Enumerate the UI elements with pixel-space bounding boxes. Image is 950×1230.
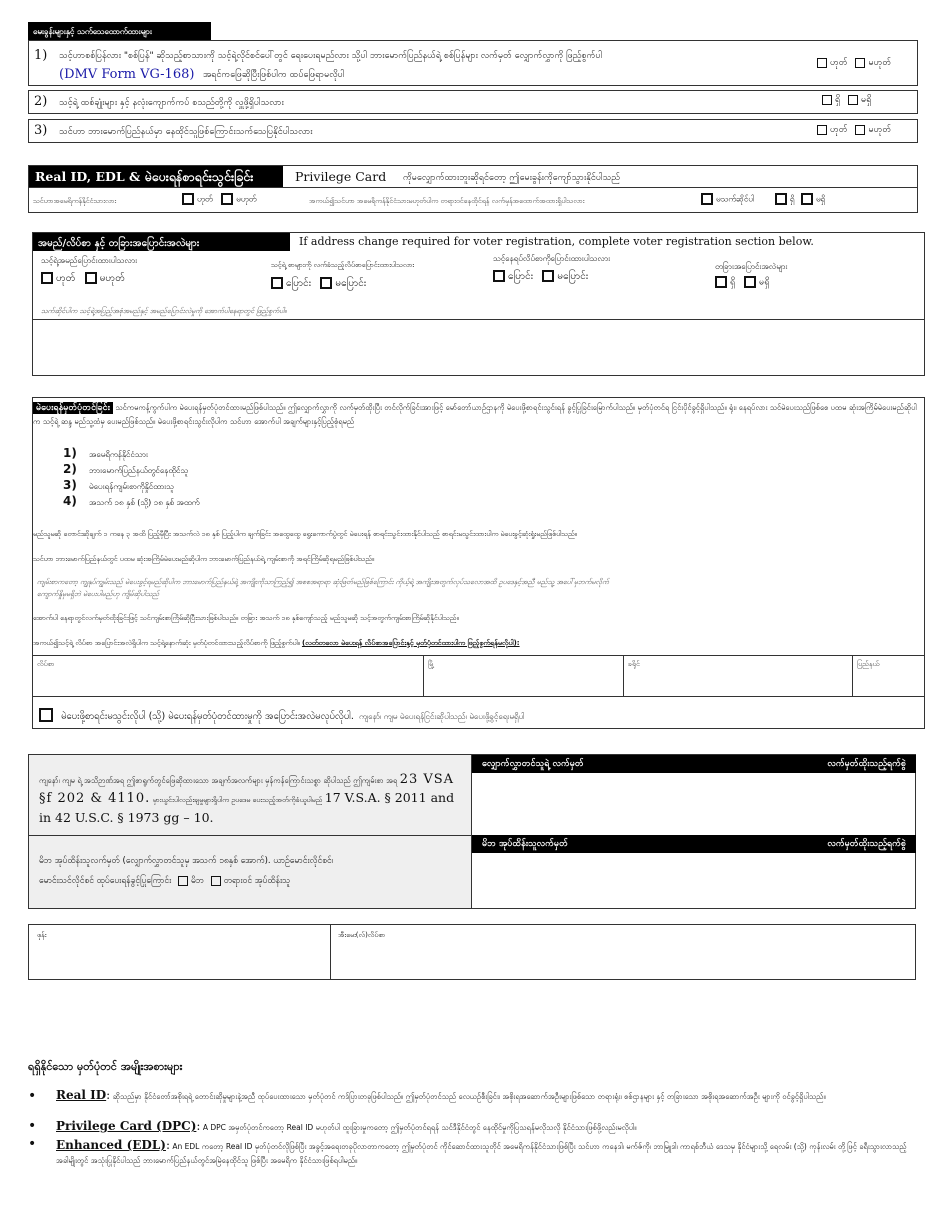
street-label: လိပ်စာ (37, 660, 55, 668)
privilege-card-note: ကိုမလျှောက်ထားဘူးဆိုရင်တော့ ဤမေးခွန်းကိုကျော်သွားနိုင်ပါသည် (403, 173, 620, 183)
question-number: 2) (34, 94, 48, 109)
no-checkbox[interactable] (855, 58, 865, 68)
list-item: 1) အမေရိကန်နိုင်ငံသား (63, 446, 148, 460)
residence-change-label: သင့်နေရပ်လိပ်စာကိုပြောင်းထားပါသလား (493, 254, 611, 263)
info-item-privilege-card: Privilege Card (DPC): A DPC အမှတ်ပုံတင်ကတော့ Real ID မဟုတ်ပါ ထူးခြားမှုကတော့ ဤမှတ်ပုံတင်ရရန် သင်ဒီနိုင်ငံတွင် နေထိုင်မှုကိုပြသရန်မလိုသလို နိုင်ငံသားဖြစ်ဖို့လည်းမလိုပါ။ (56, 1119, 637, 1133)
bullet-icon: • (28, 1088, 37, 1104)
signature-box (28, 754, 916, 909)
info-item-enhanced: Enhanced (EDL): An EDL ကတော့ Real ID မှတ်ပုံတင်လိုဖြစ်ပြီး အခွင့်အရေးတခုပိုလာတာကတော့ ဤမှတ်ပုံတင် ကိုင်ဆောင်ထားသူတိုင် အမေရိကန်နိုင်ငံသားဖြစ်ပြီး သင်ဟာ ကနေဒါ၊ မက်ဇ်ကို၊ ဘာမြူဒါ၊ ကာရစ်ဘီယံ ဒေသမှ နိုင်ငံများသို့ ရေလမ်း (သို့) ကုန်းလမ်း တို့ဖြင့် ခရီးသွားလာသည့် အခါမျိုးတွင် အသုံးပြုနိုင်ပါသည် ဘားမောက်ပြည်နယ်တွင်အမြဲနေထိုင်သူ ဖြစ်ပြီး အမေရိက နိုင်ငံသားဖြစ်ရပါမည်။ (56, 1138, 907, 1165)
residence-change-options: ပြောင်း မပြောင်း (493, 269, 588, 284)
question-text-2: အရင်ကဖြေဆိုပြီးဖြစ်ပါက ထပ်ဖြေရာမလိုပါ (203, 70, 345, 80)
info-item-real-id: Real ID: ဆိုသည်မှာ နိုင်ငံတော်အစိုးရရဲ့ တောင်းဆိုမှုများနဲ့အညီ ထုပ်ပေးထားသော မှတ်ပုံတင် ကဒ်ပြားတခုဖြစ်ပါသည်။ ဤမှတ်ပုံတင်သည် လေယဉ်စီးခြင်း၊ အစိုးရအဆောက်အဦးများဖြစ်သော တရားရုံး၊ စစ်ဌာနများ နှင့် တခြားသော အစိုးရအဆောက်အဦး များကို ဝင်ခွင့်ရှိပါသည်။ (56, 1088, 826, 1102)
email-label: အီးမေး(လ်)လိပ်စာ (338, 931, 386, 939)
question-text: သင့်ရဲ့ ထစ်ချုံးများ နှင့် နလုံးကျောက်ကပ် စသည်တို့ကို လှူဖို့ရှိပါသလား (59, 98, 284, 108)
no-checkbox[interactable] (855, 125, 865, 135)
bullet-icon: • (28, 1118, 37, 1134)
list-item: 3) မဲပေးရန်ကျမ်းစာကိုနှိုင်ထားသူ (63, 478, 174, 492)
question-text: သင်ဟာ ဘားမောက်ပြည်နယ်မှာ နေထိုင်သူဖြစ်ကြောင်းသက်သေပြနိုင်ပါသလား (59, 127, 313, 137)
mailing-change-options: ပြောင်း မပြောင်း (271, 276, 366, 291)
email-field[interactable] (332, 925, 915, 979)
id-types-title: ရရှိနိုင်သော မှတ်ပုံတင် အမျိုးအစားများ (28, 1060, 183, 1073)
state-field[interactable] (624, 656, 852, 696)
mailing-change-label: သင့်ရဲ့ စာများကို လက်ခံသည့်လိပ်စာပြောင်းထားပါသလား (271, 261, 415, 269)
yes-checkbox[interactable] (817, 58, 827, 68)
legal-statement-panel (29, 755, 472, 908)
voter-paragraph-2: သင်ဟာ ဘားမောက်ပြည်နယ်တွင် ပထမ ဆုံးအကြိမ်မဲပေးမည်ဆိုပါက ဘားမောက်ပြည်နယ်ရဲ့ ကျမ်းစာကို အရင်ကြိမ်ဆိုရမည်ဖြစ်ပါသည်။ (33, 555, 375, 563)
name-change-label: သင့်ရဲ့အမည်ပြောင်းထားပါသလား (41, 256, 138, 265)
voter-box (32, 397, 925, 729)
name-change-instruction: သက်ဆိုင်ပါက သင့်ရဲ့အပြည့်အစုံအမည်နှင့် အမည်ပြောင်းလဲမှုကို အောက်ပါနေရာတွင် ဖြည့်စွက်ပါ။ (41, 307, 287, 315)
other-change-label: တခြားအပြောင်းအလဲများ (715, 262, 788, 271)
parent-signature-field[interactable] (472, 853, 916, 908)
phone-label: ဖုန်း (37, 931, 47, 939)
question-row-1 (28, 40, 918, 86)
phone-field[interactable] (29, 925, 331, 979)
town-label: မြို့ (428, 660, 435, 668)
voter-requirements-list (63, 446, 199, 510)
residency-question: အကယ်၍သင်ဟာ အမေရိကန်နိုင်ငံသားမဟုတ်ပါက တရားဝင်နေထိုင်ရန် လက်မှန်အထောက်အထားရှိပါသလား (309, 197, 585, 205)
question-text: သင့်ဟာစစ်ပြန်လား "စစ်ပြန်" ဆိုသည့်စာသားကို သင့်ရဲ့လိုင်စင်ပေါ်တွင် ရေးပေးရမည်လား သို့ပါ ဘားမောက်ပြည်နယ်ရဲ့ စစ်ပြန်များ လက်မှတ် လျှောက်လွှာကို ဖြည့်စွက်ပါ (59, 51, 603, 61)
yes-checkbox[interactable] (775, 193, 787, 205)
applicant-signature-field[interactable] (472, 773, 916, 835)
other-change-options: ရှိ မရှိ (715, 276, 769, 290)
citizen-question: သင်ဟာအမေရိကန်နိုင်ငံသားလား (33, 197, 117, 205)
voter-paragraph-1: မည်သူမဆို တောင်းဆိုချက် ၁ ကနေ ၃ အထိ ပြည့်မှီပြီး အသက်လဲ ၁၈ နှစ် ပြည့်ပါက ချက်ခြင်း အထွေထွေ ရွေးကောက်ပွဲတွင် မဲပေးရန် စာရင်းသွင်းထားနိုင်ပါသည် စာရင်းမသွင်းထားပါက မဲပေးခွင့်ဆုံးရှုံးမည်ဖြစ်ပါသည်။ (33, 530, 577, 538)
bullet-icon: • (28, 1136, 37, 1152)
yes-checkbox[interactable] (182, 193, 194, 205)
list-item: 4) အသက် ၁၈ နှစ် (သို့) ၁၈ နှစ် အထက် (63, 494, 200, 508)
address-header: အမည်/လိပ်စာ နှင့် တခြားအပြောင်းအလဲများ (33, 233, 290, 251)
legal-statement: ကျနော်၊ ကျမ ရဲ့ အသိဉာဏ်အရ ဤစာရွက်တွင်ဖြေဆိုထားသော အချက်အလက်များ မှန်ကန်ကြောင်းသစ္စာ ဆိုပါသည် ဤကျမ်းစာ အရ 23 VSA §f 202 & 4110. မှားယွင်းပါလည်းချမှုများရှိပါက ဥပဒေမ ပေးသည့်အတ်ကိုခံယူပါမည် 17 V.S.A. § 2011 and in 42 U.S.C. § 1973 gg – 10. (39, 772, 455, 825)
parent-signature-header: မိဘ အုပ်ထိန်းသူလက်မှတ် လက်မှတ်ထိုးသည့်ရက်စွဲ (472, 835, 916, 853)
optout-checkbox[interactable] (39, 708, 53, 722)
voter-paragraph-4: အောက်ပါ နေရာတွင်လက်မှတ်ထိုးခြင်းဖြင့် သင်ကျမ်းစာကြိမ်ဆိုပြီးသားဖြစ်ပါသည်။ တခြား အသက် ၁၈ နှစ်ကျော်သည့် မည်သူမဆို သင့်အတွက်ကျမ်းစာကြိမ်ဆိုနိုင်ပါသည်။ (33, 614, 459, 622)
q3-options: ဟုတ် မဟုတ် (817, 124, 891, 137)
question-row-3 (28, 119, 918, 143)
zip-field[interactable] (853, 656, 924, 696)
applicant-signature-header: လျှောက်လွှာတင်သူရဲ့ လက်မှတ် လက်မှတ်ထိုးသည့်ရက်စွဲ (472, 755, 916, 773)
na-checkbox[interactable] (701, 193, 713, 205)
questions-header: မေးခွန်းများနှင့် သက်သေထောက်ထားများ (28, 22, 211, 40)
yes-checkbox[interactable] (822, 95, 832, 105)
dmv-form-link[interactable]: (DMV Form VG-168) (59, 67, 195, 82)
parent-checkbox[interactable] (178, 876, 188, 886)
question-number: 1) (34, 48, 48, 63)
voter-intro-text: သင်ကမကန့်ကွက်ပါက မဲပေးရန်မှတ်ပုံတင်ထားမည်ဖြစ်ပါသည်။ ဤလျှောက်လွှာကို လက်မှတ်ထိုးပြီး တင်လိုက်ခြင်းအားဖြင့် မော်တော်ယာဉ်ဌာနကို မဲပေးဖို့စာရင်းသွင်းရန် ခွင့်ပြုခြင်းမြောက်ပါသည်။ မှတ်ပုံတင်ရ ငြင်းပိုင်ခွင့်ရှိပါသည်။ ရုံး၊ နေရပ်လား သင်မဲပေးသည်ဖြစ်စေ ပထမ ဆုံးအကြိမ်မဲပေးမည်ဆိုပါက သင့်ရဲ့ ဆန္ဒ မည်သူ့ထံမှ ပေးမည်ဖြစ်သည်။ မဲပေးဖို့စာရင်းသွင်းလိုပါက သင်ဟာ အောက်ပါ အချက်များနှင့်ပြည့်စုံရမည် (33, 403, 917, 426)
no-checkbox[interactable] (848, 95, 858, 105)
privilege-card-label: Privilege Card (295, 169, 387, 184)
yes-checkbox[interactable] (817, 125, 827, 135)
no-checkbox[interactable] (320, 277, 332, 289)
no-checkbox[interactable] (221, 193, 233, 205)
no-checkbox[interactable] (801, 193, 813, 205)
parent-consent: မိဘ အုပ်ထိန်းသူလက်မှတ် (လျှောက်လွှာတင်သူမှ အသက် ၁၈နှစ် အောက်). ယာဉ်မောင်းလိုင်စင်၊ မောင်းသင်လိုင်စင် ထုပ်ပေးရန်ခွင့်ပြုကြောင်း မိဘ တရားဝင် အုပ်ထိန်းသူ (39, 856, 334, 886)
voter-registration-note: If address change required for voter registration, complete voter registration section below. (299, 235, 814, 248)
address-box (32, 232, 925, 376)
no-checkbox[interactable] (542, 270, 554, 282)
q1-options: ဟုတ် မဟုတ် (817, 57, 891, 70)
q2-options: ရှိ မရှိ (822, 94, 871, 107)
street-field[interactable] (33, 656, 423, 696)
state-label: ခရိုင် (628, 660, 640, 668)
list-item: 2) ဘားမောက်ပြည်နယ်တွင်နေထိုင်သူ (63, 462, 189, 476)
voter-header: မဲပေးရန်မှတ်ပုံတင်ခြင်း (33, 402, 113, 414)
contact-box (28, 924, 916, 980)
yes-checkbox[interactable] (493, 270, 505, 282)
voter-optout: မဲပေးဖို့စာရင်းမသွင်းလိုပါ (သို့) မဲပေးရန်မှတ်ပုံတင်ထားမှုကို အပြောင်းအလဲမလုပ်လိုပါ. ကျနော်၊ ကျမ မဲပေးရန်ငြင်းဆိုပါသည်၊ မဲပေးဖို့ခွင့်ရေးမရှိပါ (39, 704, 919, 724)
voter-oath-line-2: ကျောက်နှိုမှမရှိဘဲ မဲပေးပါမည်ဟု ကျိမ်ဆိုပါသည် (37, 590, 160, 598)
voter-intro (33, 401, 919, 429)
yes-checkbox[interactable] (715, 276, 727, 288)
zip-label: ပြည်နယ် (857, 660, 880, 668)
name-change-textarea[interactable] (33, 320, 924, 375)
guardian-checkbox[interactable] (211, 876, 221, 886)
realid-box (28, 165, 918, 213)
yes-checkbox[interactable] (271, 277, 283, 289)
yes-checkbox[interactable] (41, 272, 53, 284)
citizen-options: ဟုတ် မဟုတ် (182, 193, 256, 206)
residency-options: မသက်ဆိုင်ပါ ရှိ မရှိ (701, 193, 825, 206)
no-checkbox[interactable] (744, 276, 756, 288)
realid-header: Real ID, EDL & မဲပေးရန်စာရင်းသွင်းခြင်း (29, 166, 283, 187)
town-field[interactable] (424, 656, 623, 696)
voter-paragraph-5: အကယ်၍သင့်ရဲ့ လိပ်စာ အပြောင်းအလဲရှိပါက သင့်ရဲ့နောက်ဆုံး မှတ်ပုံတင်ထားသည့်လိပ်စာကို ဖြည့်စွက်ပါ။ (လတ်တလော မဲပေးရန် လိပ်စာအပြောင်းနှင့် မှတ်ပုံတင်ထားပါက ဖြည့်စွက်ရန်မလိုပါ): (33, 639, 520, 647)
question-number: 3) (34, 123, 48, 138)
name-change-options: ဟုတ် မဟုတ် (41, 271, 125, 286)
questions-box (28, 40, 918, 147)
voter-oath-line-1: ကျမ်းစာကတော့ ကျွနုပ်ကျွမ်းသည် မဲပေးခွင့်ရမည်ဆိုပါက ဘားမောက်ပြည်နယ်ရဲ့ အကျိုးကိုသာကြည့်၍ အစစအရာရာ ဆုံးဖြတ်မည်ဖြစ်ကြောင်း ကိုယ့်ရဲ့ အကျိုးအတွက်လုပ်သလောအထိ ဥပဒေနှင့်အညီ မည်သူ့ အပေါ်မှဘက်မလိုက် (37, 578, 609, 586)
no-checkbox[interactable] (85, 272, 97, 284)
question-row-2 (28, 90, 918, 114)
